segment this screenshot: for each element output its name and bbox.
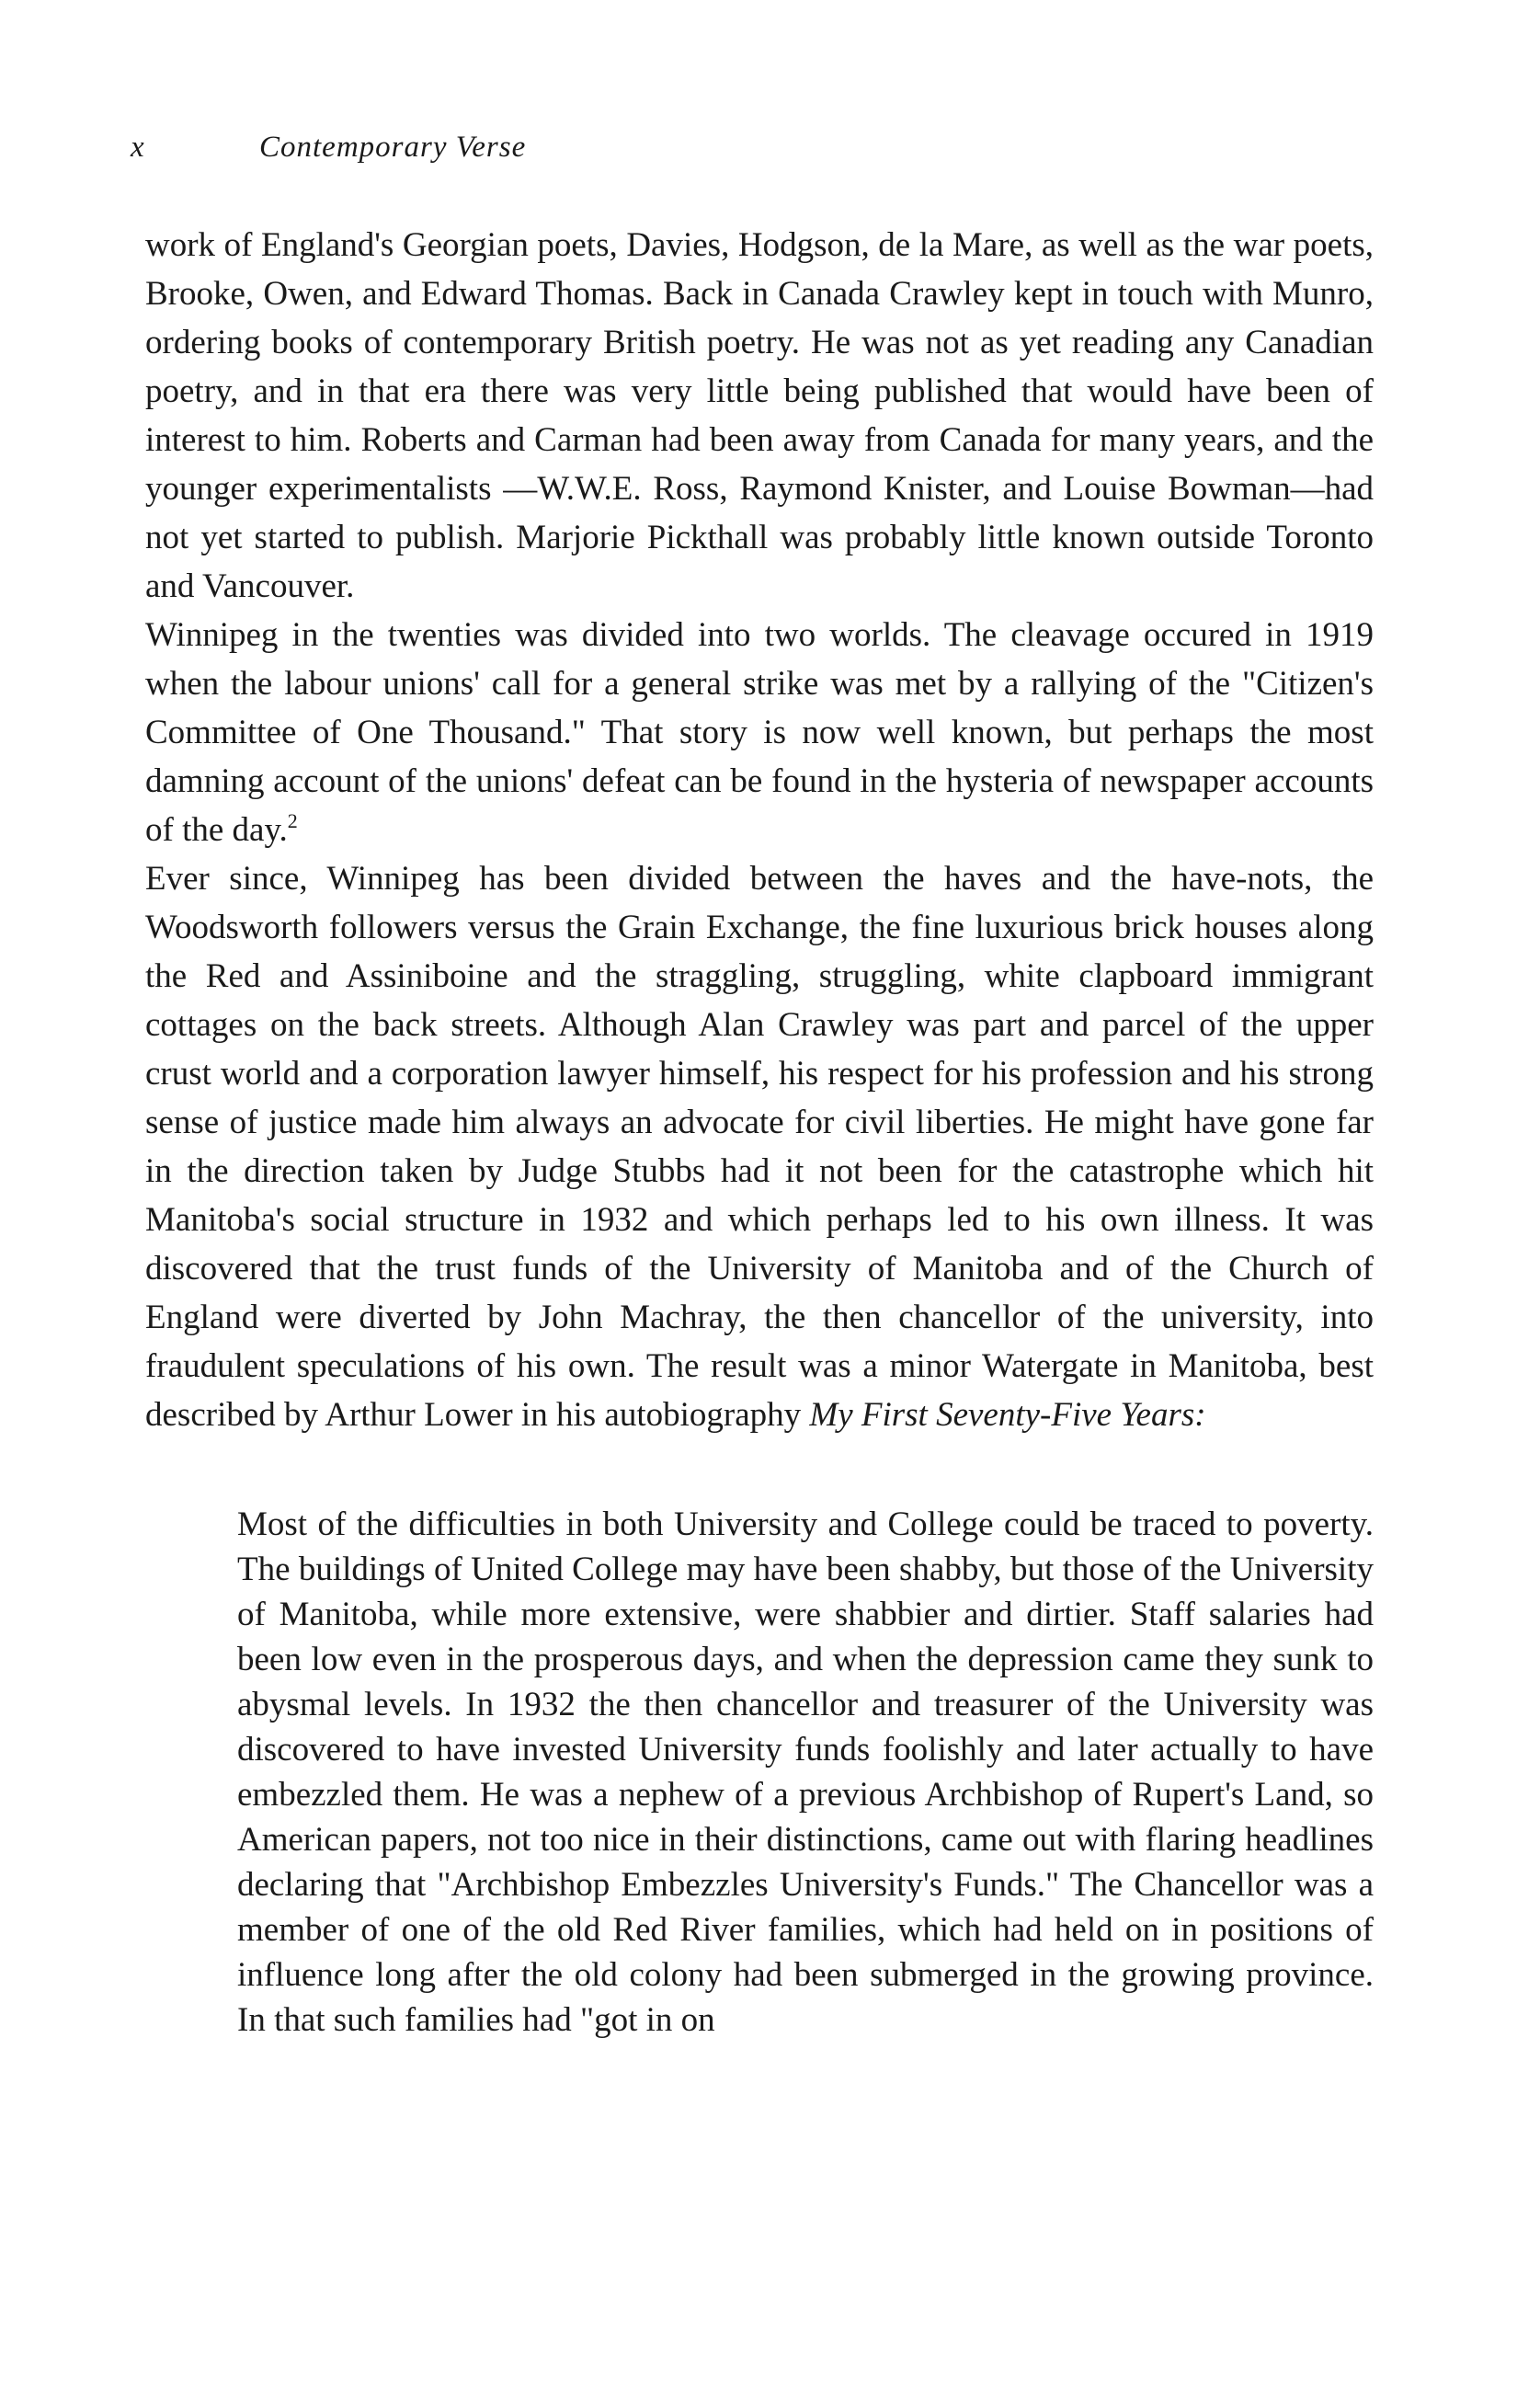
paragraph <box>145 611 1374 854</box>
running-head <box>131 131 526 165</box>
paragraph <box>145 221 1374 611</box>
running-head-title: Contemporary Verse <box>259 131 527 164</box>
body-text <box>145 221 1374 2043</box>
paragraph-text: work of England's Georgian poets, Davies, Hodgson, de la Mare, as well as the war poets, Brooke, Owen, and Edward Thomas. Back in Canada Crawley kept in touch with Munro, ordering books of contemporary British poetry. He was not as yet reading any Canadian poetry, and in that era there was very little being published that would have been of interest to him. Roberts and Carman had been away from Canada for many years, and the younger experimentalists —W.W.E. Ross, Raymond Knister, and Louise Bowman—had not yet started to publish. Marjorie Pickthall was probably little known outside Toronto and Vancouver. <box>145 226 1374 605</box>
quotation-text: Most of the difficulties in both University and College could be traced to poverty. The buildings of United College may have been shabby, but those of the University of Manitoba, while more extensive, were shabbier and dirtier. Staff salaries had been low even in the prosperous days, and when the depression came they sunk to abysmal levels. In 1932 the then chancellor and treasurer of the University was discovered to have invested University funds foolishly and later actually to have embezzled them. He was a nephew of a previous Archbishop of Rupert's Land, so American papers, not too nice in their distinctions, came out with flaring headlines declaring that "Archbishop Embezzles University's Funds." The Chancellor was a member of one of the old Red River families, which had held on in positions of influence long after the old colony had been submerged in the growing province. In that such families had "got in on <box>237 1505 1374 2039</box>
paragraph <box>145 854 1374 1439</box>
paragraph-text: Winnipeg in the twenties was divided into two worlds. The cleavage occured in 1919 when the labour unions' call for a general strike was met by a rallying of the "Citizen's Committee of One Thousand." That story is now well known, but perhaps the most damning account of the unions' defeat can be found in the hysteria of newspaper accounts of the day. <box>145 616 1374 849</box>
block-quotation <box>237 1502 1374 2043</box>
paragraph-text: Ever since, Winnipeg has been divided between the haves and the have-nots, the Woodsworth followers versus the Grain Exchange, the fine luxurious brick houses along the Red and Assiniboine and the straggling, struggling, white clapboard immigrant cottages on the back streets. Although Alan Crawley was part and parcel of the upper crust world and a corporation lawyer himself, his respect for his profession and his strong sense of justice made him always an advocate for civil liberties. He might have gone far in the direction taken by Judge Stubbs had it not been for the catastrophe which hit Manitoba's social structure in 1932 and which perhaps led to his own illness. It was discovered that the trust funds of the University of Manitoba and of the Church of England were diverted by John Machray, the then chancellor of the university, into fraudulent speculations of his own. The result was a minor Watergate in Manitoba, best described by Arthur Lower in his autobiography <box>145 860 1374 1434</box>
page-number: x <box>131 131 145 164</box>
book-title: My First Seventy-Five Years: <box>809 1396 1206 1434</box>
footnote-marker: 2 <box>287 809 298 832</box>
